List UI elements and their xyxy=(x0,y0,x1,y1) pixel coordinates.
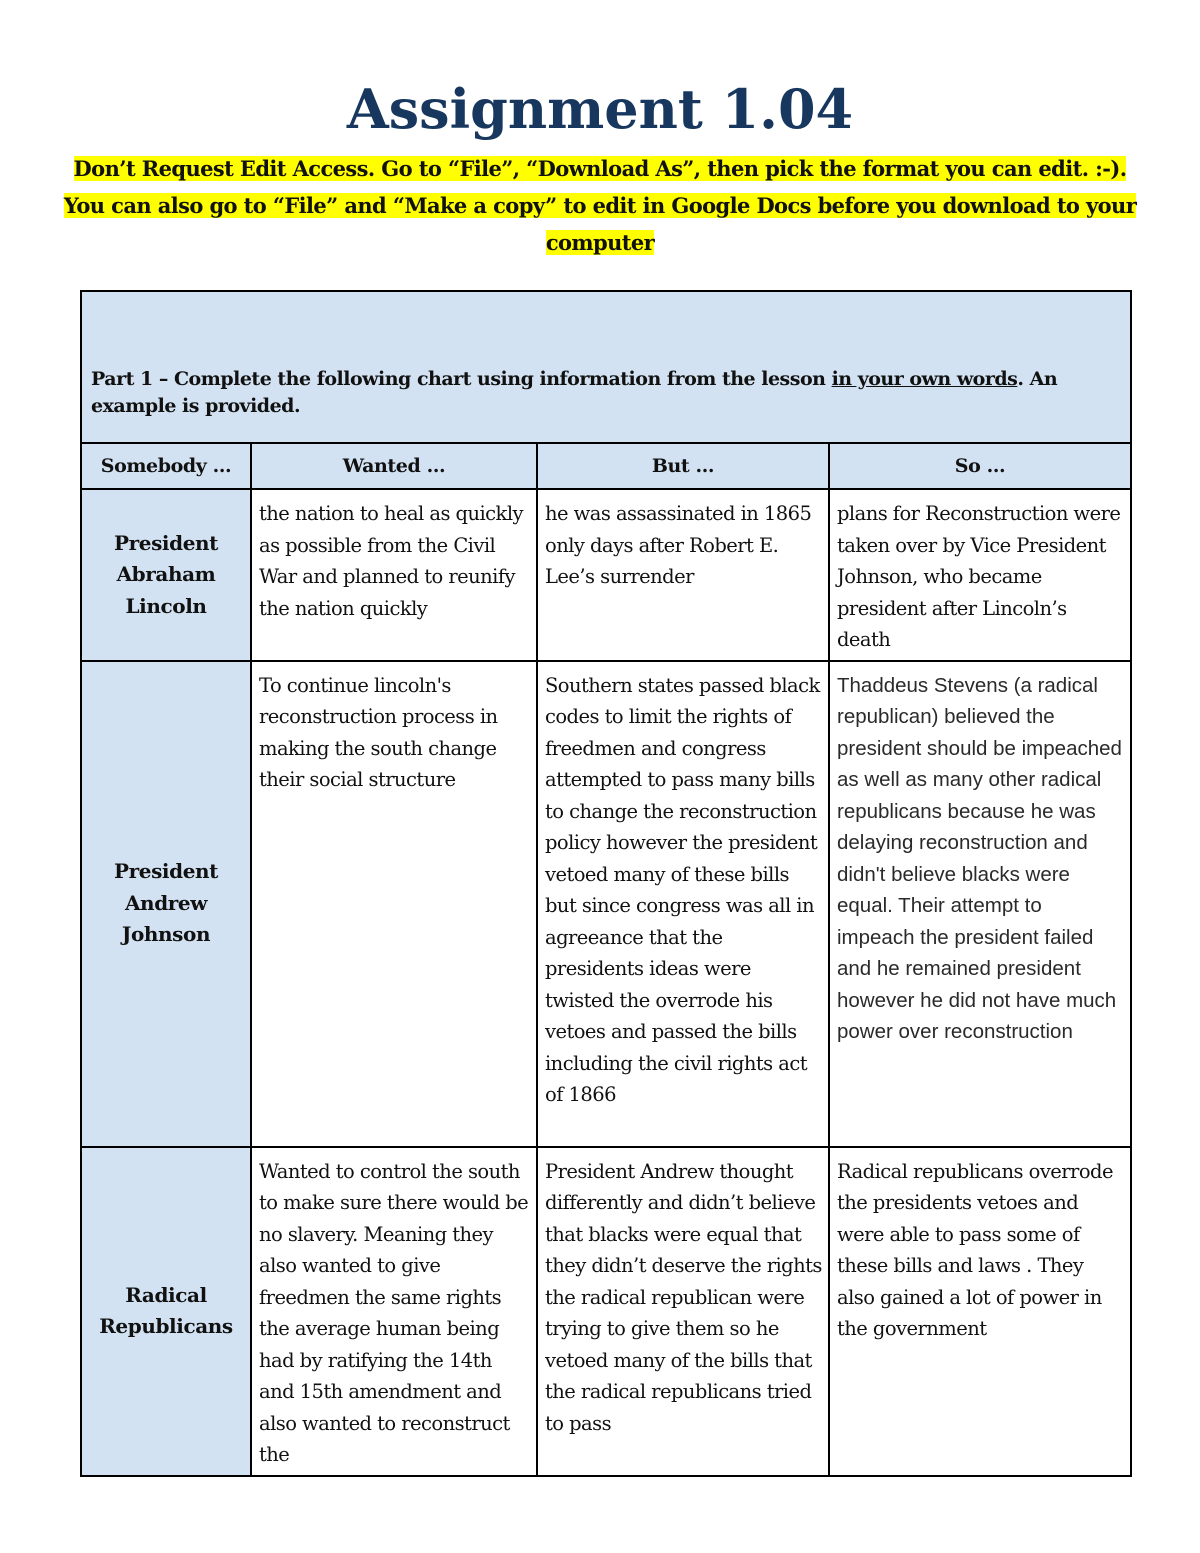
column-header-wanted: Wanted … xyxy=(251,443,537,489)
cell-but-wrapper[interactable] xyxy=(537,1147,829,1476)
row-label-radical-republicans: Radical Republicans xyxy=(81,1147,251,1476)
cell-so[interactable]: Thaddeus Stevens (a radical republican) believed the president should be impeached as well as many other radical republicans because he was delaying reconstruction and didn't believe blacks were equal. Their attempt to impeach the president failed and he remained president however he did not have much power over reconstruction xyxy=(829,661,1131,1147)
row-label-johnson: President Andrew Johnson xyxy=(81,661,251,1147)
cell-so: Radical republicans overrode the presidents vetoes and were able to pass some of these bills and laws . They also gained a lot of power in the government xyxy=(837,1159,1113,1340)
part1-prompt xyxy=(81,291,1131,443)
part1-prompt-underlined: in your own words xyxy=(831,368,1018,390)
cell-wanted-wrapper[interactable] xyxy=(251,1147,537,1476)
cell-but[interactable]: he was assassinated in 1865 only days after Robert E. Lee’s surrender xyxy=(537,489,829,661)
cell-wanted[interactable]: To continue lincoln's reconstruction process in making the south change their social structure xyxy=(251,661,537,1147)
column-header-but: But … xyxy=(537,443,829,489)
table-row xyxy=(81,661,1131,1147)
header-row xyxy=(81,443,1131,489)
cell-wanted: Wanted to control the south to make sure there would be no slavery. Meaning they also wanted to give freedmen the same rights the average human being had by ratifying the 14th and 15th amendment and also wanted to reconstruct the xyxy=(259,1159,529,1466)
cell-but[interactable]: Southern states passed black codes to limit the rights of freedmen and congress attempted to pass many bills to change the reconstruction policy however the president vetoed many of these bills but since congress was all in agreeance that the presidents ideas were twisted the overrode his vetoes and passed the bills including the civil rights act of 1866 xyxy=(537,661,829,1147)
column-header-somebody: Somebody … xyxy=(81,443,251,489)
cell-wanted[interactable]: the nation to heal as quickly as possible from the Civil War and planned to reunify the nation quickly xyxy=(251,489,537,661)
instructions-banner xyxy=(60,150,1140,261)
page-title: Assignment 1.04 xyxy=(346,77,854,141)
column-header-so: So … xyxy=(829,443,1131,489)
cell-so[interactable]: plans for Reconstruction were taken over by Vice President Johnson, who became president after Lincoln’s death xyxy=(829,489,1131,661)
row-label-lincoln: President Abraham Lincoln xyxy=(81,489,251,661)
cell-so-wrapper[interactable] xyxy=(829,1147,1131,1476)
table-row xyxy=(81,489,1131,661)
part1-prompt-after: . An example is provided. xyxy=(91,368,1058,417)
cell-but: President Andrew thought differently and didn’t believe that blacks were equal that they didn’t deserve the rights the radical republican were trying to give them so he vetoed many of the bills that the radical republicans tried to pass xyxy=(545,1159,822,1435)
part1-prompt-before: Part 1 – Complete the following chart using information from the lesson xyxy=(91,368,832,390)
table-row xyxy=(81,1147,1131,1476)
instructions-text: Don’t Request Edit Access. Go to “File”, “Download As”, then pick the format you can edit. :-). You can also go to “File” and “Make a copy” to edit in Google Docs before you download to your computer xyxy=(63,156,1137,255)
somebody-wanted-but-so-chart xyxy=(80,290,1132,1477)
